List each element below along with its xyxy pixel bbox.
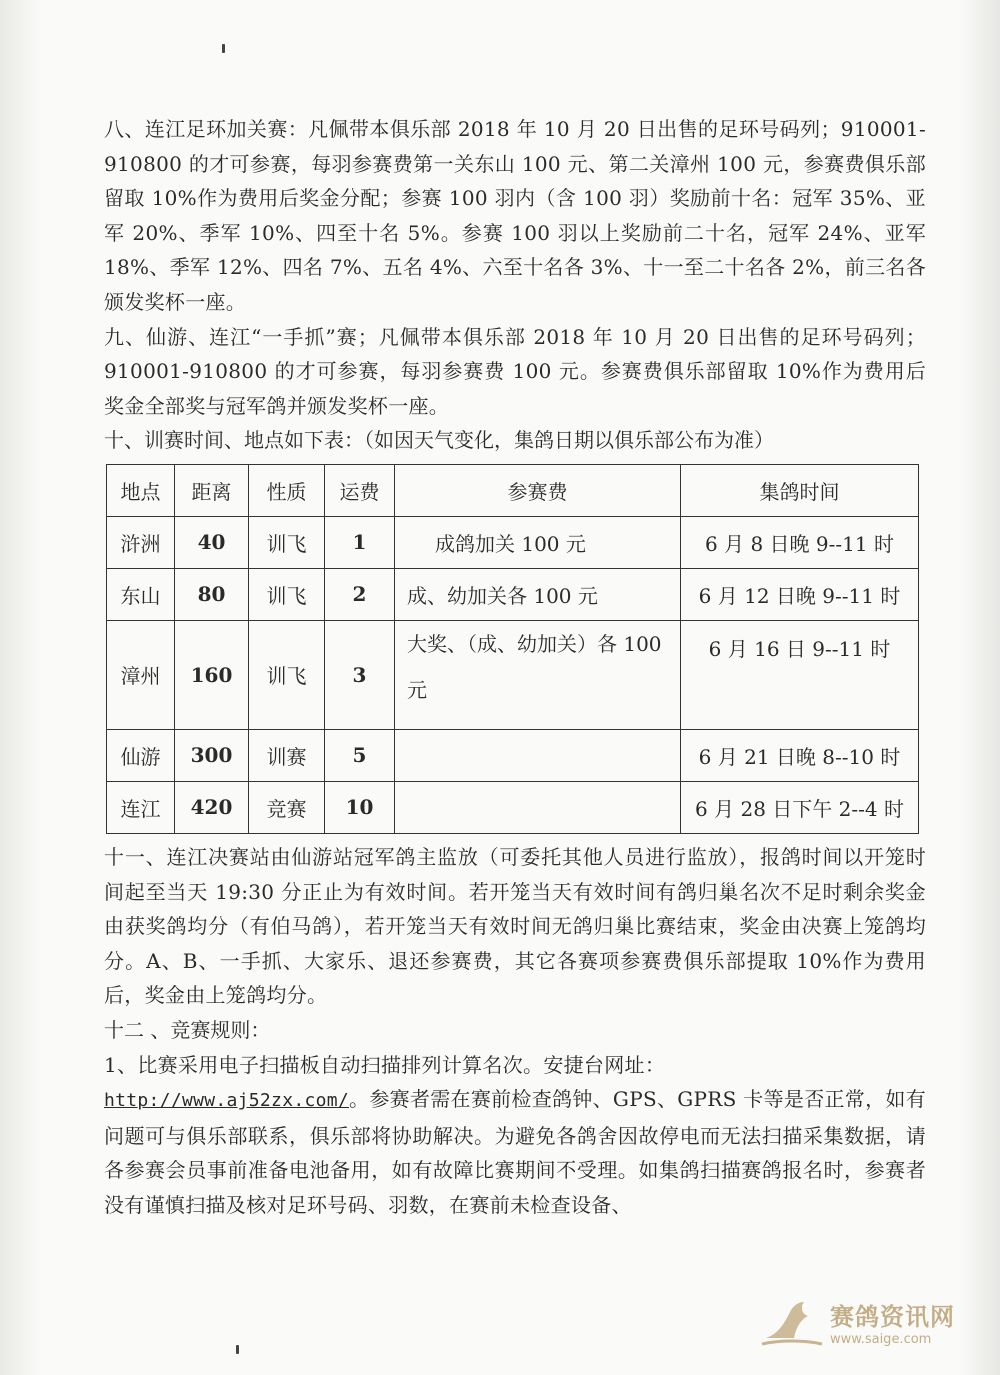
document-body: [104, 112, 926, 1222]
pigeon-logo-icon: [760, 1294, 824, 1350]
section-8-paragraph: 八、连江足环加关赛：凡佩带本俱乐部 2018 年 10 月 20 日出售的足环号码列；910001-910800 的才可参赛，每羽参赛费第一关东山 100 元、第二关漳州 100 元，参赛费俱乐部留取 10%作为费用后奖金分配；参赛 100 羽内（含 100 羽）奖励前十名：冠军 35%、亚军 20%、季军 10%、四至十名 5%。参赛 100 羽以上奖励前二十名，冠军 24%、亚军 18%、季军 12%、四名 7%、五名 4%、六至十名各 3%、十一至二十名各 2%，前三名各颁发奖杯一座。: [104, 117, 926, 314]
cell-place: 漳州: [107, 620, 175, 729]
cell-place: 连江: [107, 781, 175, 833]
cell-time: 6 月 12 日晚 9--11 时: [681, 568, 919, 620]
header-type: 性质: [249, 464, 325, 516]
header-time: 集鸽时间: [681, 464, 919, 516]
schedule-table: [106, 464, 919, 834]
cell-distance: 420: [175, 781, 249, 833]
cell-fee: 3: [325, 620, 395, 729]
table-row: [107, 516, 919, 568]
cell-time: 6 月 28 日下午 2--4 时: [681, 781, 919, 833]
scan-speck: [222, 44, 225, 53]
watermark-url: www.saige.com: [830, 1332, 932, 1347]
cell-entry: 成鸽加关 100 元: [395, 516, 681, 568]
cell-entry: [395, 781, 681, 833]
table-row: [107, 568, 919, 620]
watermark-text: [830, 1297, 955, 1347]
header-fee: 运费: [325, 464, 395, 516]
cell-distance: 300: [175, 729, 249, 781]
cell-type: 训飞: [249, 516, 325, 568]
cell-place: 仙游: [107, 729, 175, 781]
cell-time: 6 月 8 日晚 9--11 时: [681, 516, 919, 568]
cell-distance: 40: [175, 516, 249, 568]
cell-type: 训赛: [249, 729, 325, 781]
section-12-rule-1: [104, 1048, 926, 1223]
rule-1-intro: 1、比赛采用电子扫描板自动扫描排列计算名次。安捷台网址：: [104, 1052, 666, 1077]
watermark-logo: [760, 1292, 970, 1352]
section-11-paragraph: 十一、连江决赛站由仙游站冠军鸽主监放（可委托其他人员进行监放），报鸽时间以开笼时间起至当天 19:30 分正止为有效时间。若开笼当天有效时间有鸽归巢名次不足时剩余奖金由获奖鸽均分（有伯马鸽），若开笼当天有效时间无鸽归巢比赛结束，奖金由决赛上笼鸽均分。A、B、一手抓、大家乐、退还参赛费，其它各赛项参赛费俱乐部提取 10%作为费用后，奖金由上笼鸽均分。: [104, 844, 926, 1008]
cell-type: 训飞: [249, 620, 325, 729]
table-row: [107, 620, 919, 729]
scan-speck: [236, 1345, 239, 1354]
website-link[interactable]: http://www.aj52zx.com/: [104, 1090, 350, 1112]
cell-type: 竞赛: [249, 781, 325, 833]
cell-distance: 160: [175, 620, 249, 729]
cell-time: 6 月 16 日 9--11 时: [681, 620, 919, 729]
cell-entry: [395, 729, 681, 781]
cell-fee: 2: [325, 568, 395, 620]
header-place: 地点: [107, 464, 175, 516]
header-distance: 距离: [175, 464, 249, 516]
cell-type: 训飞: [249, 568, 325, 620]
cell-fee: 10: [325, 781, 395, 833]
header-entry: 参赛费: [395, 464, 681, 516]
section-10-heading: 十、训赛时间、地点如下表：（如因天气变化，集鸽日期以俱乐部公布为准）: [104, 428, 774, 453]
cell-entry: 成、幼加关各 100 元: [395, 568, 681, 620]
cell-entry: 大奖、（成、幼加关）各 100 元: [395, 620, 681, 729]
cell-distance: 80: [175, 568, 249, 620]
cell-place: 浒洲: [107, 516, 175, 568]
section-12-heading: 十二 、竞赛规则：: [104, 1017, 271, 1042]
cell-time: 6 月 21 日晚 8--10 时: [681, 729, 919, 781]
watermark-name: 赛鸽资讯网: [830, 1303, 955, 1331]
table-row: [107, 781, 919, 833]
cell-place: 东山: [107, 568, 175, 620]
cell-fee: 1: [325, 516, 395, 568]
section-9-paragraph: 九、仙游、连江“一手抓”赛；凡佩带本俱乐部 2018 年 10 月 20 日出售的足环号码列；910001-910800 的才可参赛，每羽参赛费 100 元。参赛费俱乐部留取 10%作为费用后奖金全部奖与冠军鸽并颁发奖杯一座。: [104, 324, 926, 418]
rule-1-body: 。参赛者需在赛前检查鸽钟、GPS、GPRS 卡等是否正常，如有问题可与俱乐部联系，俱乐部将协助解决。为避免各鸽舍因故停电而无法扫描采集数据，请各参赛会员事前准备电池备用，如有故障比赛期间不受理。如集鸽扫描赛鸽报名时，参赛者没有谨慎扫描及核对足环号码、羽数，在赛前未检查设备、: [104, 1087, 927, 1217]
table-row: [107, 729, 919, 781]
table-header-row: [107, 464, 919, 516]
cell-fee: 5: [325, 729, 395, 781]
